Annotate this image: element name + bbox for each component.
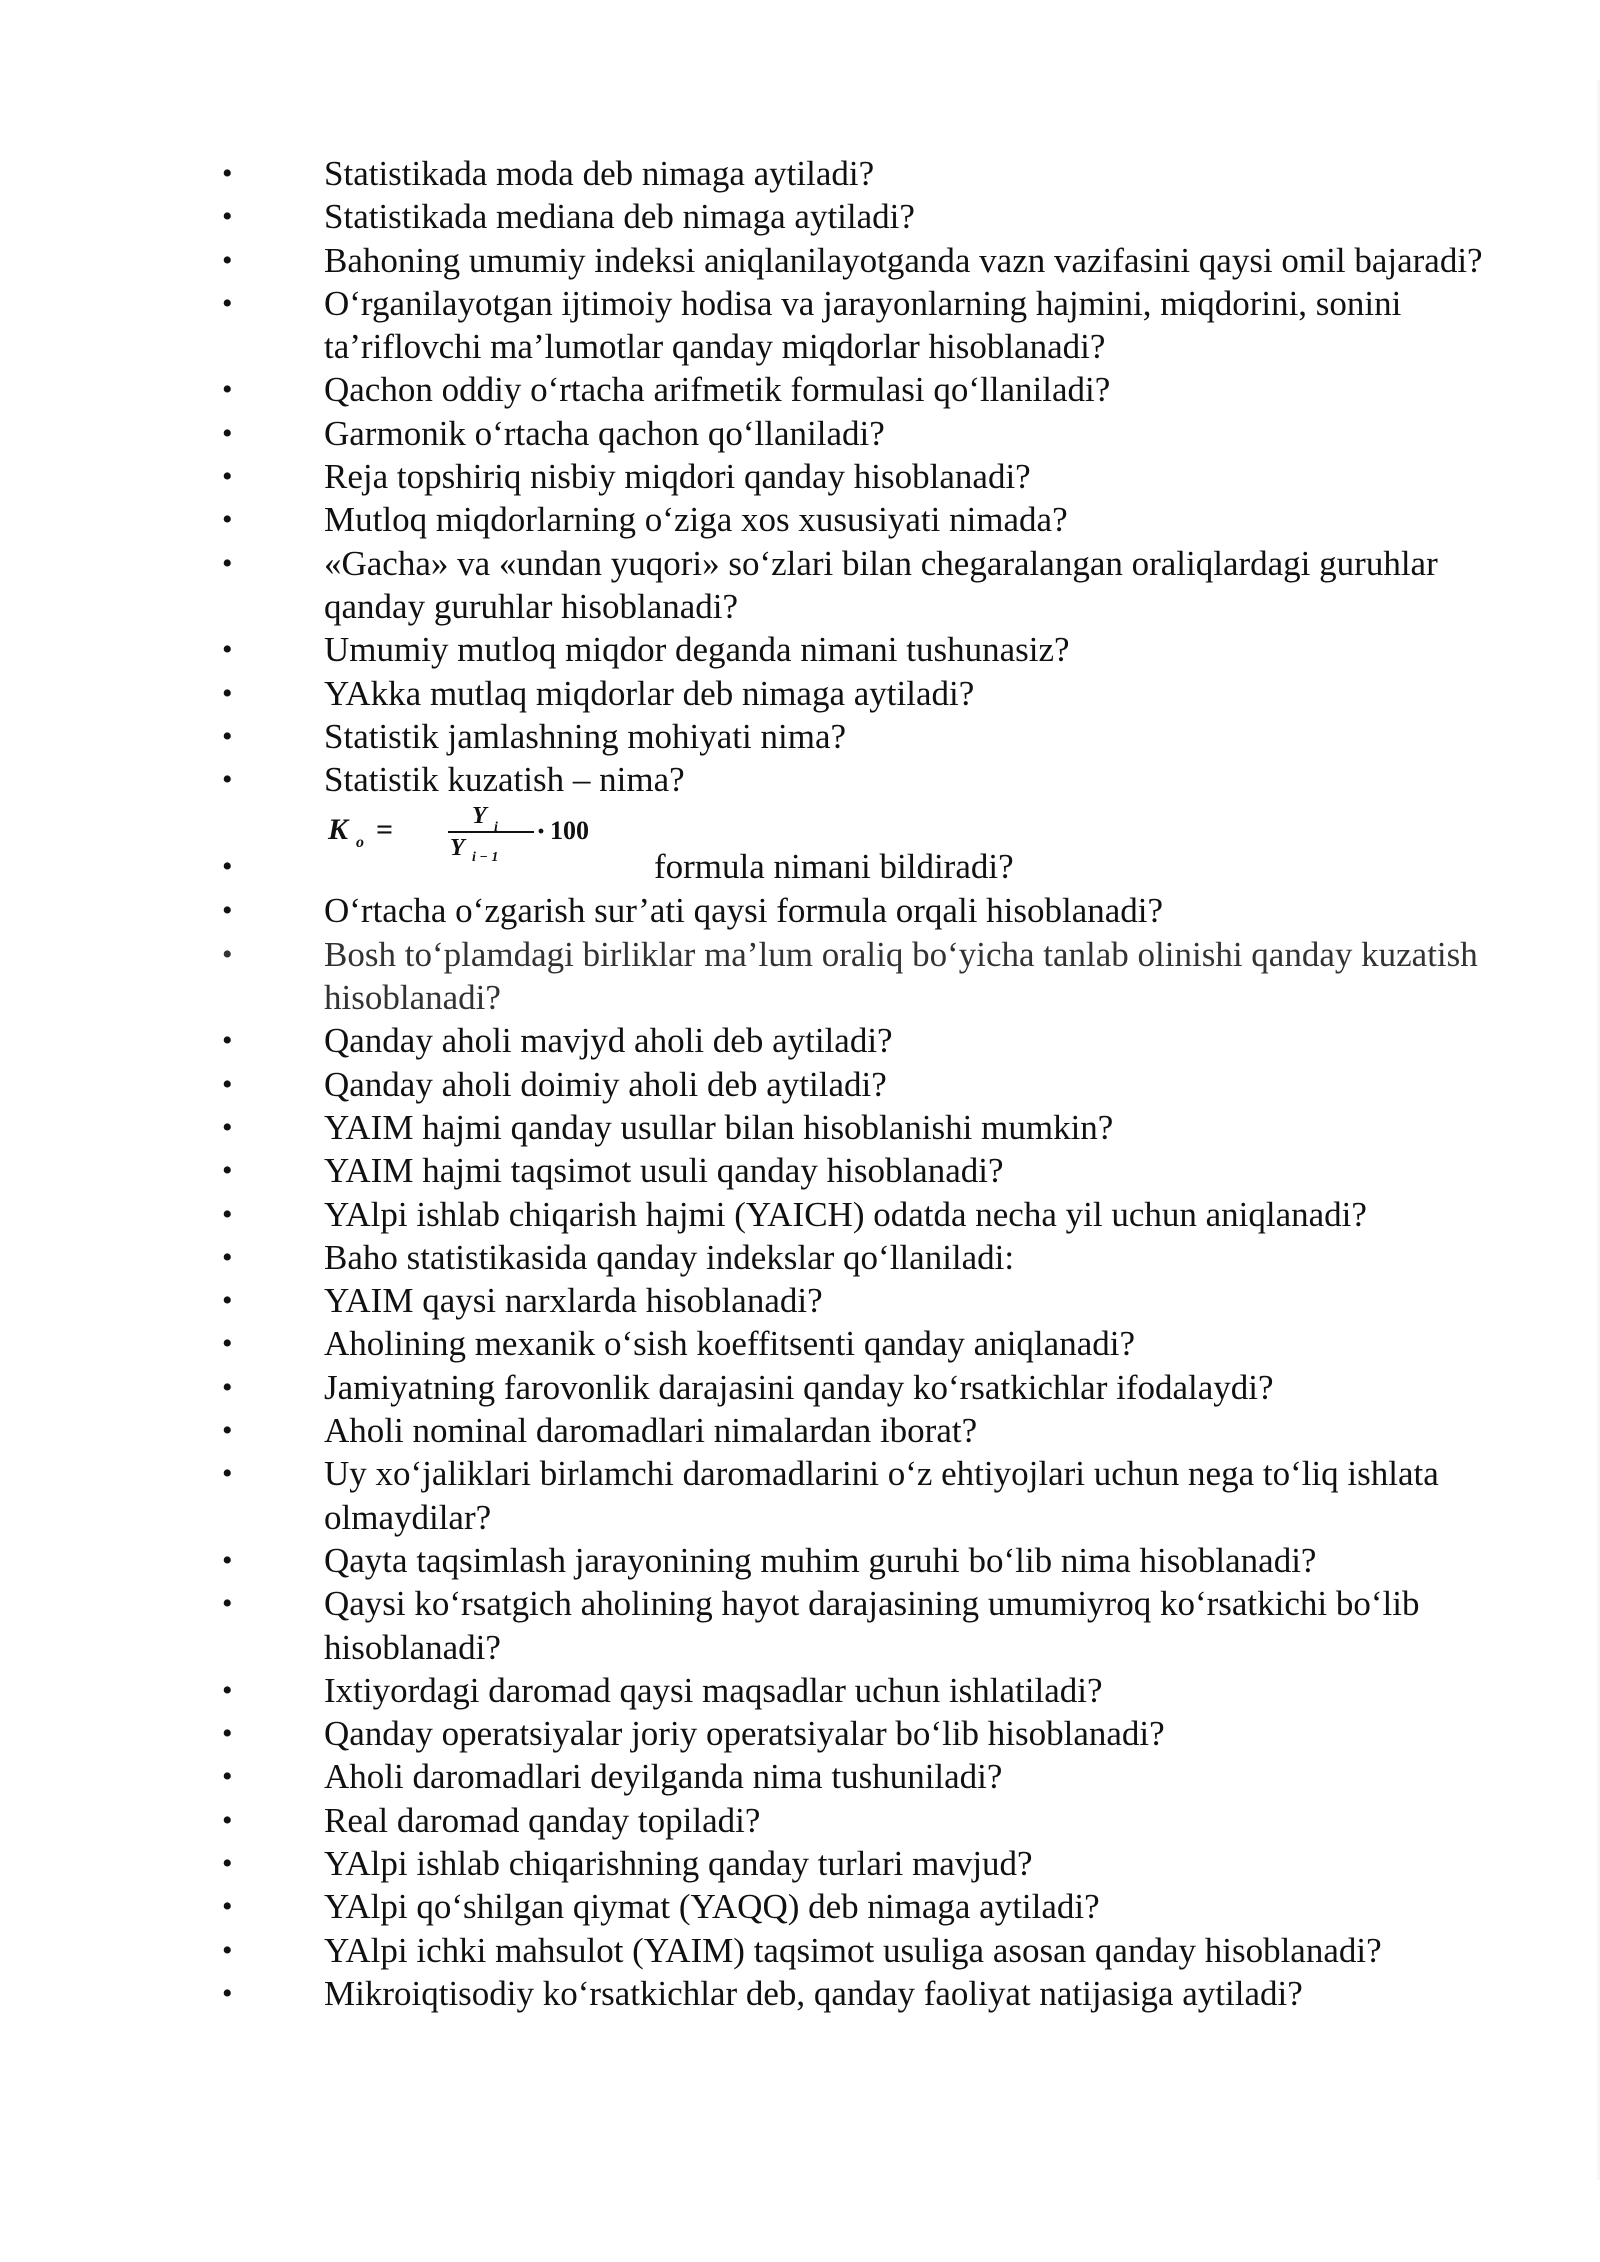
list-item bbox=[0, 195, 1600, 238]
bullet-icon: • bbox=[222, 373, 233, 407]
list-item bbox=[0, 1322, 1600, 1365]
bullet-icon: • bbox=[222, 1673, 233, 1707]
bullet-icon: • bbox=[222, 1717, 233, 1751]
bullet-icon: • bbox=[222, 546, 233, 580]
question-list bbox=[0, 152, 1600, 2015]
formula-k-subscript: o bbox=[356, 834, 364, 852]
bullet-icon: • bbox=[222, 1154, 233, 1188]
list-item bbox=[0, 672, 1600, 715]
formula-hundred: 100 bbox=[550, 816, 589, 846]
question-text: Aholi daromadlari deyilganda nima tushuniladi? bbox=[324, 1757, 1003, 1797]
question-text: Mutloq miqdorlarning o‘ziga xos xususiyati nimada? bbox=[324, 500, 1068, 540]
question-text: YAlpi ishlab chiqarish hajmi (YAICH) odatda necha yil uchun aniqlanadi? bbox=[324, 1194, 1367, 1234]
list-item bbox=[0, 1452, 1600, 1539]
bullet-icon: • bbox=[222, 1240, 233, 1274]
list-item bbox=[0, 1755, 1600, 1798]
question-text: Bahoning umumiy indeksi aniqlanilayotganda vazn vazifasini qaysi omil bajaradi? bbox=[324, 240, 1483, 280]
formula-list-item bbox=[0, 801, 1600, 889]
question-text: Aholi nominal daromadlari nimalardan iborat? bbox=[324, 1411, 978, 1451]
bullet-icon: • bbox=[222, 200, 233, 234]
question-text: «Gacha» va «undan yuqori» so‘zlari bilan chegaralangan oraliqlardagi guruhlar qanday guruhlar hisoblanadi? bbox=[324, 543, 1438, 626]
list-item bbox=[0, 152, 1600, 195]
list-item bbox=[0, 715, 1600, 758]
question-text: Qaysi ko‘rsatgich aholining hayot darajasining umumiyroq ko‘rsatkichi bo‘lib hisoblanadi? bbox=[324, 1584, 1420, 1667]
list-item bbox=[0, 1019, 1600, 1062]
bullet-icon: • bbox=[222, 1587, 233, 1621]
question-text: YAIM hajmi taqsimot usuli qanday hisoblanadi? bbox=[324, 1151, 1004, 1191]
list-item bbox=[0, 542, 1600, 629]
bullet-icon: • bbox=[222, 676, 233, 710]
bullet-icon: • bbox=[222, 763, 233, 797]
question-text: formula nimani bildiradi? bbox=[654, 847, 1014, 887]
question-text: Bosh to‘plamdagi birliklar ma’lum oraliq bo‘yicha tanlab olinishi qanday kuzatish hisoblanadi? bbox=[324, 934, 1478, 1018]
list-item bbox=[0, 1539, 1600, 1582]
question-text: Statistik kuzatish – nima? bbox=[324, 760, 685, 800]
list-item bbox=[0, 1409, 1600, 1452]
bullet-icon: • bbox=[222, 1067, 233, 1101]
list-item bbox=[0, 368, 1600, 411]
question-text: Aholining mexanik o‘sish koeffitsenti qanday aniqlanadi? bbox=[324, 1324, 1135, 1364]
question-text: Qayta taqsimlash jarayonining muhim guruhi bo‘lib nima hisoblanadi? bbox=[324, 1540, 1317, 1580]
question-text: YAkka mutlaq miqdorlar deb nimaga aytiladi? bbox=[324, 673, 975, 713]
bullet-icon: • bbox=[222, 850, 233, 884]
list-item bbox=[0, 1279, 1600, 1322]
formula-numerator: Y bbox=[472, 803, 487, 830]
bullet-icon: • bbox=[222, 894, 233, 928]
question-text: O‘rtacha o‘zgarish sur’ati qaysi formula orqali hisoblanadi? bbox=[324, 891, 1164, 931]
list-item bbox=[0, 1366, 1600, 1409]
bullet-icon: • bbox=[222, 1284, 233, 1318]
list-item bbox=[0, 282, 1600, 369]
bullet-icon: • bbox=[222, 937, 233, 971]
list-item bbox=[0, 1972, 1600, 2015]
question-text: YAIM hajmi qanday usullar bilan hisoblanishi mumkin? bbox=[324, 1107, 1114, 1147]
question-text: Uy xo‘jaliklari birlamchi daromadlarini o‘z ehtiyojlari uchun nega to‘liq ishlata olmaydilar? bbox=[324, 1454, 1439, 1537]
list-item bbox=[0, 1106, 1600, 1149]
formula-equals: = bbox=[376, 813, 394, 847]
formula-image bbox=[324, 801, 654, 866]
bullet-icon: • bbox=[222, 1760, 233, 1794]
question-text: Mikroiqtisodiy ko‘rsatkichlar deb, qanday faoliyat natijasiga aytiladi? bbox=[324, 1973, 1303, 2013]
bullet-icon: • bbox=[222, 157, 233, 190]
list-item bbox=[0, 412, 1600, 455]
list-item bbox=[0, 1582, 1600, 1669]
bullet-icon: • bbox=[222, 1846, 233, 1880]
formula-denominator-subscript: i − 1 bbox=[472, 850, 499, 866]
list-item bbox=[0, 1842, 1600, 1885]
question-text: Garmonik o‘rtacha qachon qo‘llaniladi? bbox=[324, 413, 885, 453]
bullet-icon: • bbox=[222, 1370, 233, 1404]
list-item bbox=[0, 1193, 1600, 1236]
question-text: O‘rganilayotgan ijtimoiy hodisa va jarayonlarning hajmini, miqdorini, sonini ta’riflovchi ma’lumotlar qanday miqdorlar hisoblanadi? bbox=[324, 283, 1402, 367]
list-item bbox=[0, 1669, 1600, 1712]
bullet-icon: • bbox=[222, 1890, 233, 1924]
bullet-icon: • bbox=[222, 1976, 233, 2010]
bullet-icon: • bbox=[222, 1933, 233, 1967]
formula-k: K bbox=[328, 813, 349, 847]
question-text: YAlpi ichki mahsulot (YAIM) taqsimot usuliga asosan qanday hisoblanadi? bbox=[324, 1930, 1382, 1970]
bullet-icon: • bbox=[222, 719, 233, 753]
list-item bbox=[0, 1929, 1600, 1972]
question-text: Real daromad qanday topiladi? bbox=[324, 1800, 761, 1840]
question-text: YAlpi ishlab chiqarishning qanday turlari mavjud? bbox=[324, 1843, 1033, 1883]
bullet-icon: • bbox=[222, 1327, 233, 1361]
question-text: YAlpi qo‘shilgan qiymat (YAQQ) deb nimaga aytiladi? bbox=[324, 1887, 1100, 1927]
list-item bbox=[0, 498, 1600, 541]
formula-denominator: Y bbox=[450, 835, 465, 862]
bullet-icon: • bbox=[222, 1197, 233, 1231]
bullet-icon: • bbox=[222, 1457, 233, 1491]
question-text: Qanday aholi mavjyd aholi deb aytiladi? bbox=[324, 1021, 893, 1061]
list-item bbox=[0, 455, 1600, 498]
bullet-icon: • bbox=[222, 633, 233, 667]
question-text: Qanday aholi doimiy aholi deb aytiladi? bbox=[324, 1064, 887, 1104]
question-text: YAIM qaysi narxlarda hisoblanadi? bbox=[324, 1281, 823, 1321]
question-text: Reja topshiriq nisbiy miqdori qanday hisoblanadi? bbox=[324, 457, 1031, 497]
bullet-icon: • bbox=[222, 460, 233, 494]
list-item bbox=[0, 1149, 1600, 1192]
list-item bbox=[0, 1063, 1600, 1106]
bullet-icon: • bbox=[222, 1414, 233, 1448]
question-text: Qachon oddiy o‘rtacha arifmetik formulasi qo‘llaniladi? bbox=[324, 370, 1111, 410]
list-item bbox=[0, 889, 1600, 932]
bullet-icon: • bbox=[222, 503, 233, 537]
list-item bbox=[0, 239, 1600, 282]
formula-times: · bbox=[536, 815, 547, 849]
list-item bbox=[0, 758, 1600, 801]
question-text: Baho statistikasida qanday indekslar qo‘llaniladi: bbox=[324, 1237, 1015, 1277]
bullet-icon: • bbox=[222, 286, 233, 320]
question-text: Statistikada moda deb nimaga aytiladi? bbox=[324, 154, 875, 193]
bullet-icon: • bbox=[222, 1110, 233, 1144]
list-item bbox=[0, 1799, 1600, 1842]
question-text: Umumiy mutloq miqdor deganda nimani tushunasiz? bbox=[324, 630, 1070, 670]
page-edge-shadow bbox=[1596, 80, 1600, 2180]
list-item bbox=[0, 1712, 1600, 1755]
list-item bbox=[0, 1885, 1600, 1928]
list-item bbox=[0, 628, 1600, 671]
formula-numerator-subscript: i bbox=[494, 820, 498, 836]
bullet-icon: • bbox=[222, 1803, 233, 1837]
list-item bbox=[0, 933, 1600, 1020]
bullet-icon: • bbox=[222, 416, 233, 450]
bullet-icon: • bbox=[222, 243, 233, 277]
bullet-icon: • bbox=[222, 1543, 233, 1577]
question-text: Statistik jamlashning mohiyati nima? bbox=[324, 716, 847, 756]
question-text: Ixtiyordagi daromad qaysi maqsadlar uchun ishlatiladi? bbox=[324, 1670, 1103, 1710]
question-text: Qanday operatsiyalar joriy operatsiyalar bo‘lib hisoblanadi? bbox=[324, 1714, 1165, 1754]
bullet-icon: • bbox=[222, 1024, 233, 1058]
question-text: Statistikada mediana deb nimaga aytiladi? bbox=[324, 197, 915, 237]
list-item bbox=[0, 1236, 1600, 1279]
question-text: Jamiyatning farovonlik darajasini qanday ko‘rsatkichlar ifodalaydi? bbox=[324, 1367, 1274, 1407]
